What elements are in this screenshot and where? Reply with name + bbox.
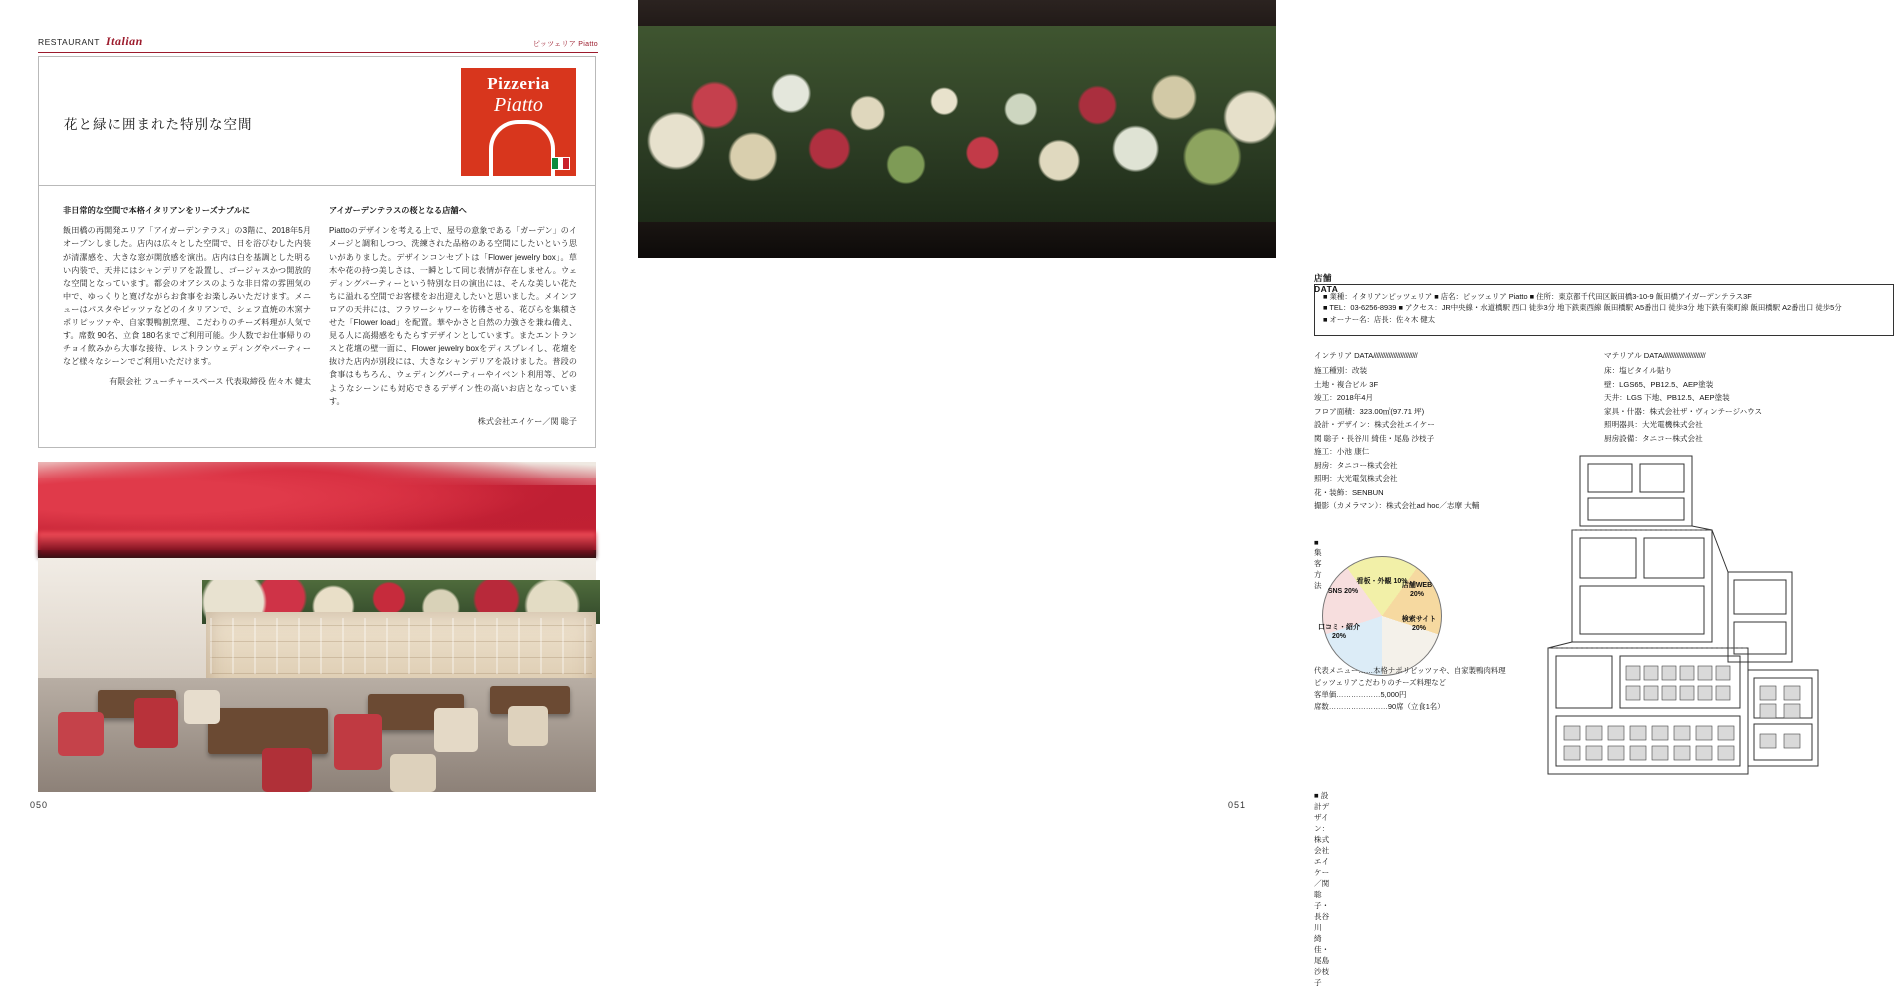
photo-chair — [508, 706, 548, 746]
header-category — [38, 34, 143, 49]
italy-flag-icon — [551, 157, 570, 170]
shop-data-box — [1314, 284, 1894, 336]
pie-label-4: SNS 20% — [1327, 588, 1359, 595]
material-data-title: マテリアル DATA — [1604, 351, 1663, 360]
header-category-label: RESTAURANT — [38, 37, 100, 47]
header-shop-name: ピッツェリア Piatto — [532, 41, 598, 48]
shop-data-item: ■ 店名：ピッツェリア Piatto — [1434, 292, 1527, 301]
page-title: 花と緑に囲まれた特別な空間 — [64, 117, 253, 132]
restaurant-logo — [461, 68, 576, 176]
interior-photo — [38, 462, 596, 792]
interior-data-heading — [1314, 350, 1584, 361]
title-box — [38, 56, 596, 186]
pie-label-0: 看板・外観 10% — [1356, 578, 1408, 585]
body-column-1 — [63, 204, 311, 389]
photo-chair — [58, 712, 104, 756]
photo-ceiling-flower-load — [38, 532, 596, 558]
material-data-heading — [1604, 350, 1894, 361]
shop-data-item: ■ アクセス：JR中央線・水道橋駅 西口 徒歩3分 地下鉄東西線 飯田橋駅 A5番出口 徒歩3分 地下鉄有楽町線 飯田橋駅 A2番出口 徒歩5分 — [1398, 303, 1841, 312]
photo-chair — [390, 754, 436, 792]
page-number-right: 051 — [1227, 800, 1246, 810]
floor-plan-svg — [1528, 452, 1858, 784]
interior-data-body: 施工種別：改装 土地・複合ビル 3F 竣工：2018年4月 フロア面積：323.00㎡(97.71 坪) 設計・デザイン：株式会社エイケー 関 聡子・長谷川 綺佳・尾島 沙枝子 施工：小池 康仁 厨房：タニコー株式会社 照明：大光電気株式会社 花・装飾：SENBUN 撮影（カメラマン）：株式会社ad hoc／志摩 大輔 — [1314, 366, 1480, 511]
interior-rule: ////////////////////////// — [1373, 351, 1418, 360]
photo-flower-jewelry-box — [638, 26, 1276, 224]
pie-label-2: 検索サイト 20% — [1401, 616, 1437, 632]
body-box — [38, 186, 596, 448]
column-1-text: 飯田橋の再開発エリア「アイガーデンテラス」の3階に、2018年5月オープンしました。店内は広々とした空間で、日を浴びむした内装が清潔感を、大きな窓が開放感を演出。店内は白を基調とした明るい内装で、天井にはシャンデリアを設置し、ゴージャスかつ開放的な空間となっています。都会のオアシスのような非日常の雰囲気の中で、ゆっくりと寛げながらお食事をお楽しみいただけます。メニューはパスタやピッツァなどのイタリアンで、シェフ直焼の木窯ナポリピッツァや、自家製鴨割烹理、こだわりのチーズ料理が人気です。席数 90名、立食 180名までご利用可能。少人数でお仕事帰りのチョイ飲みから大事な接待、レストランウェディングやパーティーなど様々なシーンでご利用いただけます。 — [63, 226, 311, 367]
shop-data-item: ■ オーナー名：店長：佐々木 健太 — [1323, 315, 1435, 324]
interior-data-title: インテリア DATA — [1314, 351, 1374, 360]
shop-data-item: ■ 業種：イタリアンピッツェリア — [1323, 292, 1432, 301]
logo-arch-shape — [489, 120, 555, 182]
floor-plan-drawing — [1528, 452, 1858, 784]
shop-data-item: ■ 住所：東京都千代田区飯田橋3-10-9 飯田橋アイガーデンテラス3F — [1530, 292, 1752, 301]
pie-label-3: 口コミ・紹介 20% — [1318, 624, 1360, 640]
photo-chair — [184, 690, 220, 724]
photo-chair — [262, 748, 312, 792]
page-header — [38, 34, 598, 53]
column-1-lead: 非日常的な空間で本格イタリアンをリーズナブルに — [63, 206, 251, 215]
column-2-lead: アイガーデンテラスの桜となる店舗へ — [329, 206, 467, 215]
pie-label-1: 店舗WEB 20% — [1401, 582, 1433, 598]
left-page — [0, 0, 638, 842]
menu-and-seats-note: 代表メニュー……本格ナポリピッツァや、自家製鴨肉料理 ピッツェリアこだわりのチーズ料理など 客単価………………5,000円 席数……………………90席（立食1名） — [1314, 666, 1506, 711]
material-rule: ///////////////////////// — [1662, 351, 1706, 360]
column-2-text: Piattoのデザインを考える上で、屋号の意象である「ガーデン」のイメージと調和しつつ、洗練された品格のある空間にしたいという思いがありました。デザインコンセプトは「Flower jewelry box」。草木や花の持つ美しさは、一瞬として同じ表情が存在しません。ウェディングパーティーという特別な日の演出には、そんな美しい花たちに溢れる空間でお客様をお出迎えしたいと思いました。メインフロアの天井には、フラワーシャワーを彷彿させる、花びらを集積させた「Flower load」を配置。華やかさと自然の力強さを兼ね備え、見る人に高揚感をもたらすデザインとしています。またエントランスと花壇の壁一面に、Flower jewelry boxをディスプレイし、花壇を抜けた店内が別段には、大きなシャンデリアを設けました。普段の食事はもちろん、ウェディングパーティーやイベント利用等、どのようなシーンにも対応できるデザイン性の高いお店となっています。 — [329, 226, 577, 406]
header-category-italic: Italian — [106, 34, 143, 48]
logo-line-1: Pizzeria — [487, 74, 550, 93]
design-credit: ■ 設計デザイン：株式会社エイケー／関 聡子・長谷川 綺佳・尾島 沙枝子 — [1314, 790, 1329, 988]
shop-data-title: 店舗DATA — [1314, 273, 1339, 294]
body-column-2 — [329, 204, 577, 428]
shop-data-item: ■ TEL：03-6256-8939 — [1323, 303, 1396, 312]
page-number-left: 050 — [30, 800, 49, 810]
photo-chair — [434, 708, 478, 752]
logo-line-2: Piatto — [494, 94, 543, 116]
photo-base-shelf — [638, 222, 1276, 258]
right-page — [638, 0, 1842, 987]
column-2-signature: 株式会社エイケー／関 聡子 — [477, 416, 577, 426]
column-1-signature-1: 有限会社 フューチャースペース 代表取締役 佐々木 健太 — [109, 377, 311, 387]
flower-wall-photo — [638, 0, 1276, 258]
chart-title: ■ 集客方法 — [1314, 538, 1322, 591]
material-data-body: 床：塩ビタイル貼り 壁：LGS65、PB12.5、AEP塗装 天井：LGS 下地、PB12.5、AEP塗装 家具・什器：株式会社ザ・ヴィンテージハウス 照明器具：大光電機株式会社 厨房設備：タニコー株式会社 — [1604, 366, 1763, 443]
photo-chair — [334, 714, 382, 770]
photo-chair — [134, 698, 178, 748]
